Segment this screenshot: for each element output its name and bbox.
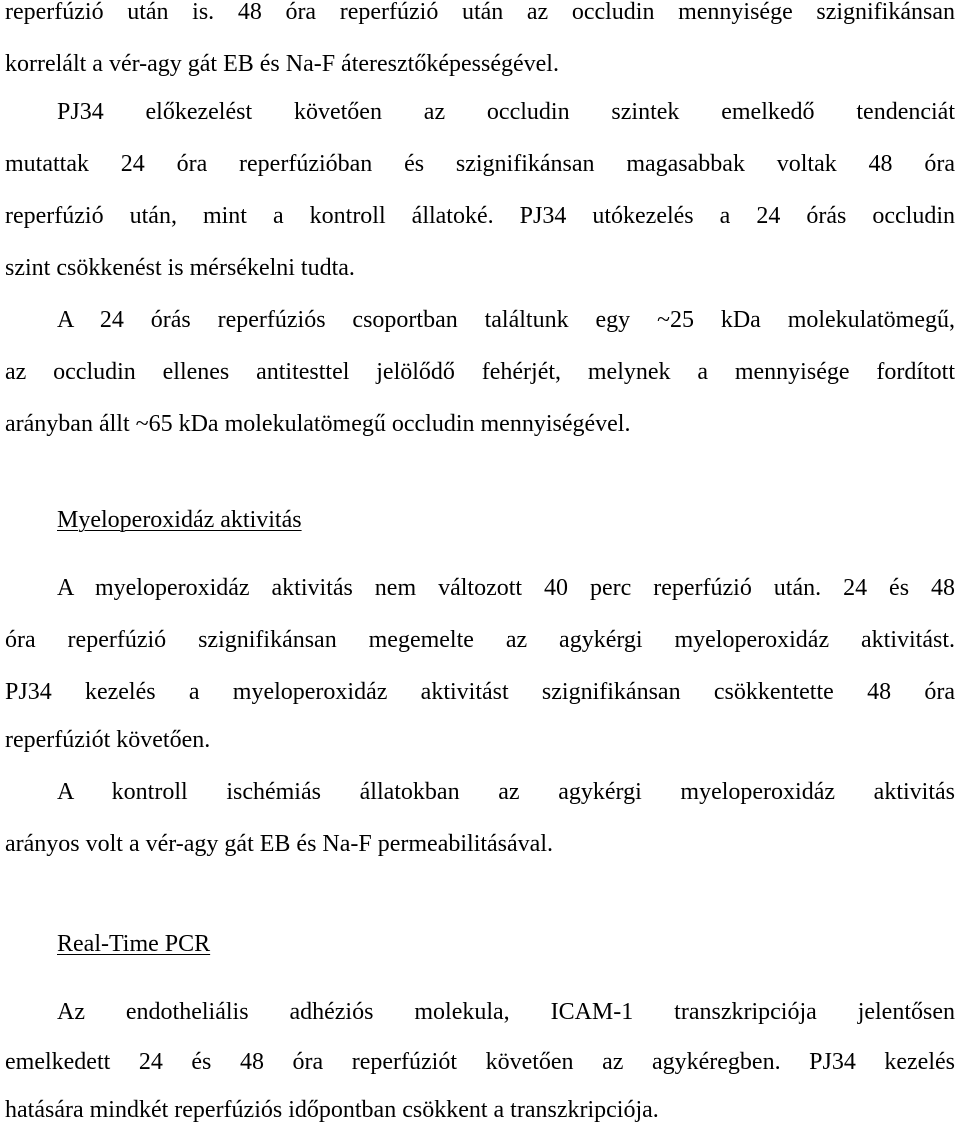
text-line: PJ34 kezelés a myeloperoxidáz aktivitást szignifikánsan csökkentette 48 óra: [5, 679, 955, 705]
text-line: emelkedett 24 és 48 óra reperfúziót követően az agykéregben. PJ34 kezelés: [5, 1049, 955, 1075]
section-heading-text: Myeloperoxidáz aktivitás: [57, 507, 302, 533]
text-line: A 24 órás reperfúziós csoportban találtunk egy ~25 kDa molekulatömegű,: [57, 307, 955, 333]
section-heading: [57, 494, 955, 546]
section-heading: [57, 918, 955, 970]
text-line: arányos volt a vér-agy gát EB és Na-F permeabilitásával.: [5, 831, 553, 857]
section-heading-text: Real-Time PCR: [57, 931, 211, 957]
text-line: korrelált a vér-agy gát EB és Na-F áteresztőképességével.: [5, 51, 559, 77]
text-line: A kontroll ischémiás állatokban az agykérgi myeloperoxidáz aktivitás: [57, 779, 955, 805]
text-line: hatására mindkét reperfúziós időpontban csökkent a transzkripciója.: [5, 1097, 659, 1123]
text-line: reperfúziót követően.: [5, 727, 211, 753]
text-line: reperfúzió után is. 48 óra reperfúzió után az occludin mennyisége szignifikánsan: [5, 0, 955, 25]
text-line: szint csökkenést is mérsékelni tudta.: [5, 255, 355, 281]
text-line: mutattak 24 óra reperfúzióban és szignifikánsan magasabbak voltak 48 óra: [5, 151, 955, 177]
text-line: PJ34 előkezelést követően az occludin szintek emelkedő tendenciát: [57, 99, 955, 125]
text-line: arányban állt ~65 kDa molekulatömegű occludin mennyiségével.: [5, 411, 631, 437]
text-line: reperfúzió után, mint a kontroll állatoké. PJ34 utókezelés a 24 órás occludin: [5, 203, 955, 229]
text-line: óra reperfúzió szignifikánsan megemelte az agykérgi myeloperoxidáz aktivitást.: [5, 627, 955, 653]
text-line: A myeloperoxidáz aktivitás nem változott 40 perc reperfúzió után. 24 és 48: [57, 575, 955, 601]
text-line: Az endotheliális adhéziós molekula, ICAM-1 transzkripciója jelentősen: [57, 999, 955, 1025]
text-line: az occludin ellenes antitesttel jelölődő fehérjét, melynek a mennyisége fordított: [5, 359, 955, 385]
